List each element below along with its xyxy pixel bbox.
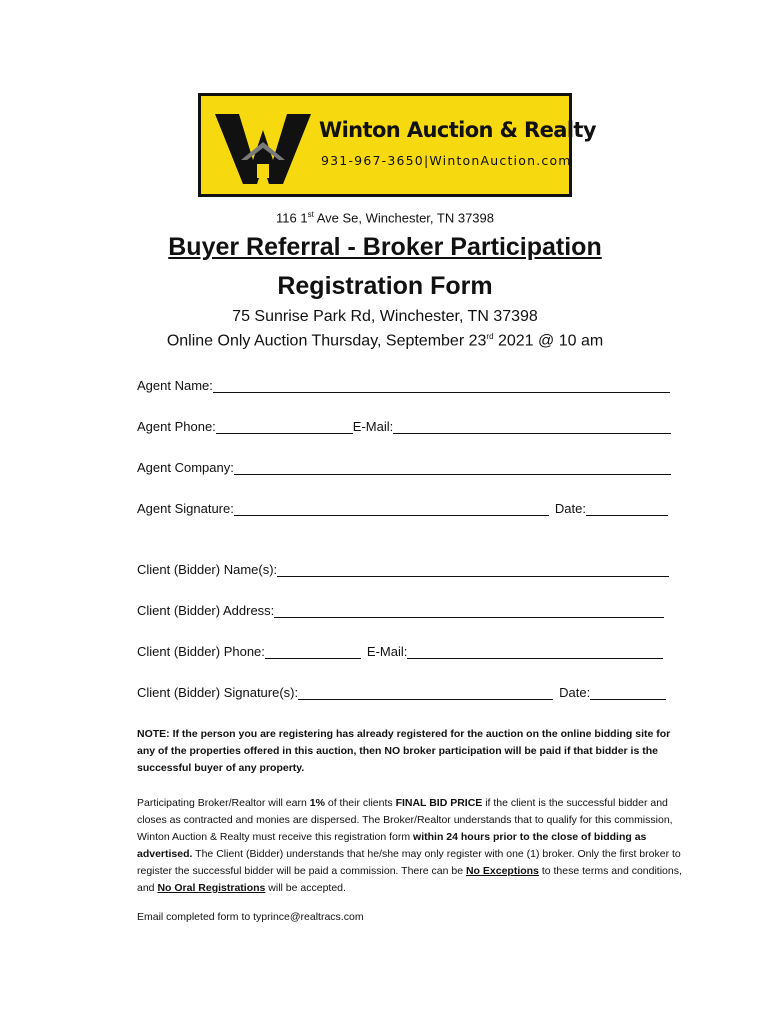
email-instruction: Email completed form to typrince@realtracs.com — [137, 911, 364, 923]
agent-company-field[interactable] — [234, 461, 671, 475]
client-signature-row — [137, 685, 666, 700]
client-address-row — [137, 603, 664, 618]
company-logo — [198, 93, 596, 197]
client-signature-label: Client (Bidder) Signature(s): — [137, 685, 299, 700]
commission-terms: Participating Broker/Realtor will earn 1% of their clients FINAL BID PRICE if the client is the successful bidder and closes as contracted and monies are dispersed. The Broker/Realtor understands that to qualify for this commission, Winton Auction & Realty must receive this registration form within 24 hours prior to the close of bidding as advertised. The Client (Bidder) understands that he/she may only register with one (1) broker. Only the first broker to register the successful bidder will be paid a commission. There can be No Exceptions to these terms and conditions, and No Oral Registrations will be accepted. — [137, 797, 682, 894]
client-address-label: Client (Bidder) Address: — [137, 603, 275, 618]
agent-signature-row — [137, 501, 668, 516]
client-email-field[interactable] — [407, 645, 663, 659]
broker-note: NOTE: If the person you are registering has already registered for the auction on the online bidding site for any of the properties offered in this auction, then NO broker participation will be paid if that bidder is the successful buyer of any property. — [137, 728, 671, 774]
agent-name-row — [137, 378, 670, 393]
logo-contact: 931-967-3650|WintonAuction.com — [321, 153, 572, 168]
client-name-field[interactable] — [277, 563, 669, 577]
office-address: 116 1st Ave Se, Winchester, TN 37398 — [276, 210, 494, 226]
form-title: Buyer Referral - Broker Participation — [168, 233, 602, 261]
agent-signature-label: Agent Signature: — [137, 501, 234, 516]
client-signature-field[interactable] — [298, 686, 553, 700]
agent-name-label: Agent Name: — [137, 378, 213, 393]
auction-date: Online Only Auction Thursday, September 23rd 2021 @ 10 am — [166, 332, 604, 350]
client-phone-field[interactable] — [265, 645, 361, 659]
agent-date-label: Date: — [554, 501, 586, 516]
client-phone-row — [137, 644, 663, 659]
client-name-row — [137, 562, 669, 577]
agent-date-field[interactable] — [586, 502, 668, 516]
agent-phone-row — [137, 419, 671, 434]
agent-email-field[interactable] — [393, 420, 671, 434]
form-subtitle: Registration Form — [277, 272, 493, 300]
logo-brand-name: Winton Auction & Realty — [319, 118, 596, 142]
client-phone-label: Client (Bidder) Phone: — [137, 644, 265, 659]
client-date-label: Date: — [559, 685, 591, 700]
agent-phone-label: Agent Phone: — [137, 419, 216, 434]
client-email-label: E-Mail: — [366, 644, 408, 659]
agent-name-field[interactable] — [213, 379, 670, 393]
client-address-field[interactable] — [274, 604, 664, 618]
agent-email-label: E-Mail: — [352, 419, 394, 434]
agent-company-row — [137, 460, 671, 475]
agent-signature-field[interactable] — [234, 502, 549, 516]
w-house-logo-icon — [213, 108, 313, 186]
client-date-field[interactable] — [590, 686, 666, 700]
client-name-label: Client (Bidder) Name(s): — [137, 562, 278, 577]
agent-company-label: Agent Company: — [137, 460, 234, 475]
agent-phone-field[interactable] — [216, 420, 353, 434]
property-address: 75 Sunrise Park Rd, Winchester, TN 37398 — [232, 308, 538, 325]
